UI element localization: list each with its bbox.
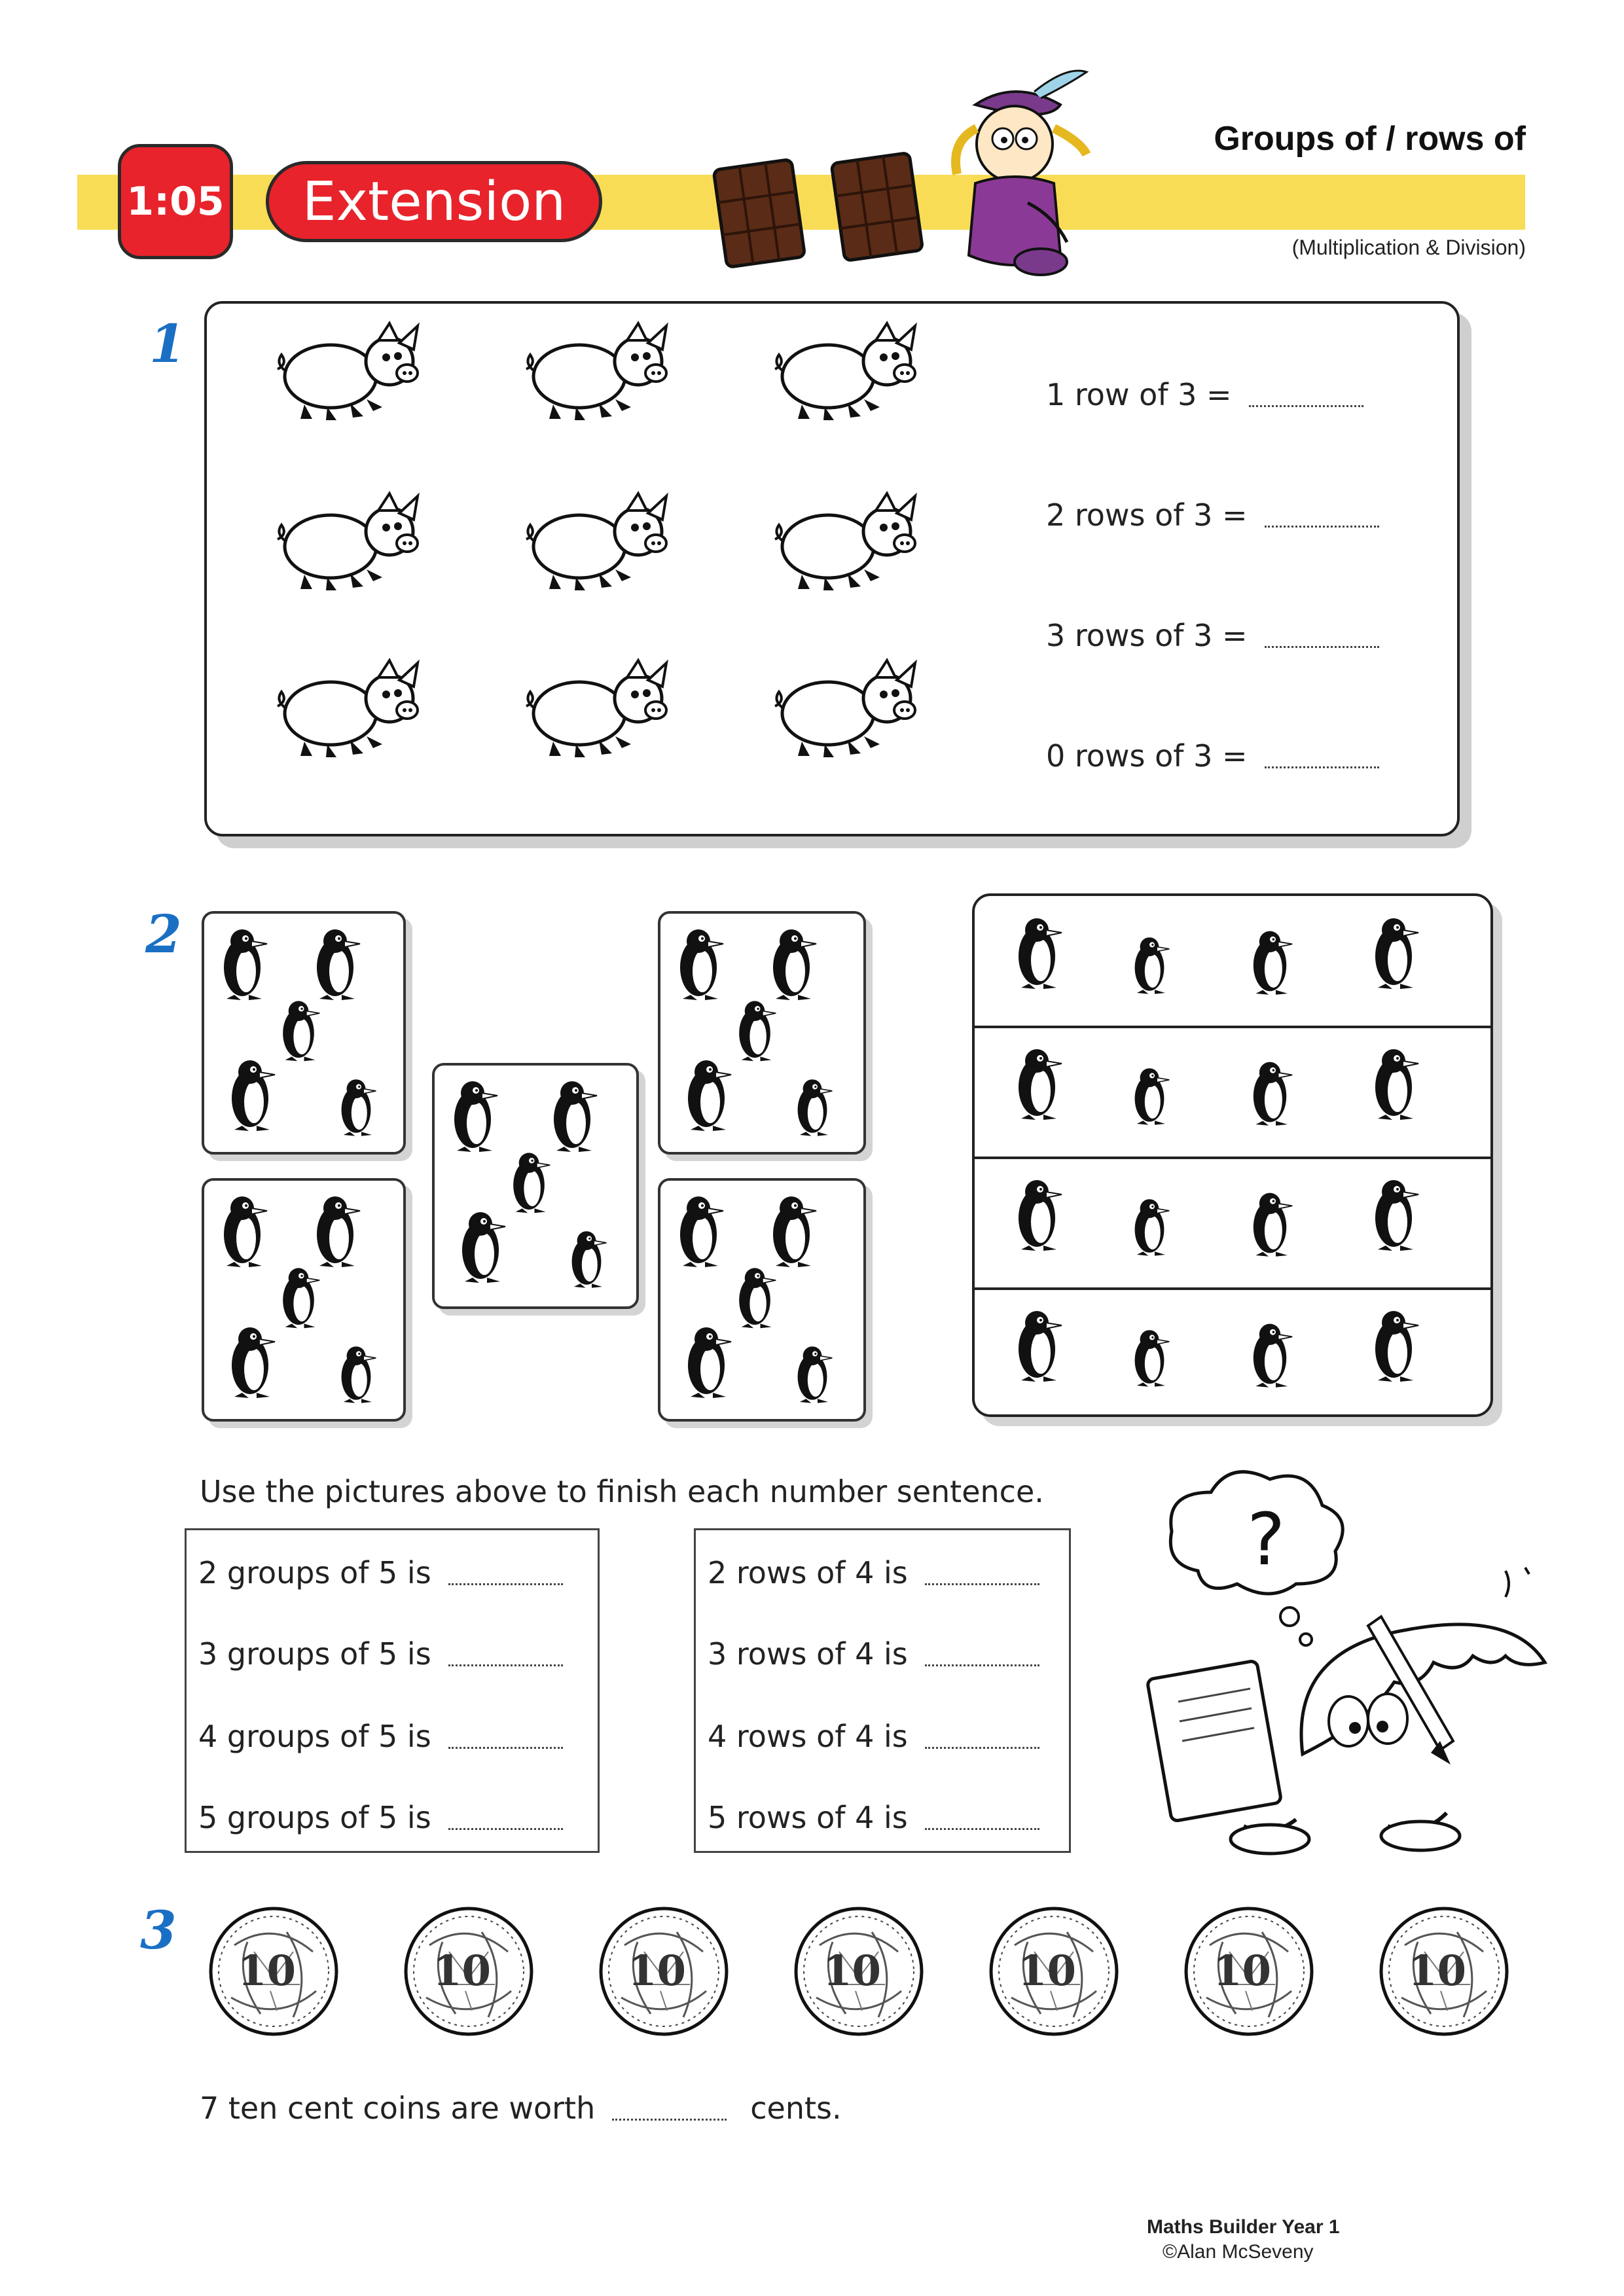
answer-blank[interactable] <box>925 1746 1039 1749</box>
penguin-icon <box>342 1346 376 1403</box>
penguin-icon <box>798 1346 833 1403</box>
chocolate-bar-icon <box>700 144 936 275</box>
rows-sentence: 3 rows of 4 is <box>708 1636 1039 1672</box>
answer-blank[interactable] <box>612 2118 727 2121</box>
penguin-icon <box>1019 1180 1062 1251</box>
penguin-icon <box>317 929 360 1000</box>
penguin-group-card <box>202 1178 406 1422</box>
penguin-group-card <box>432 1063 639 1309</box>
penguin-icon <box>224 929 267 1000</box>
pig-icon <box>775 493 915 590</box>
penguin-icon <box>1135 937 1170 994</box>
penguin-icon <box>1019 918 1062 989</box>
pig-icon <box>775 323 915 420</box>
lesson-code-badge: 1:05 <box>118 144 233 259</box>
penguin-icon <box>283 1001 319 1061</box>
penguin-icon <box>1019 1311 1062 1382</box>
question-number-1: 1 <box>149 313 186 374</box>
page-title: Groups of / rows of <box>1214 120 1526 158</box>
footer-copyright: ©Alan McSeveny <box>1163 2241 1314 2263</box>
penguin-icon <box>739 1268 776 1328</box>
q1-equation-3: 3 rows of 3 = <box>1046 618 1379 653</box>
ten-cent-coin-icon: 10 <box>988 1906 1119 2039</box>
question-number-2: 2 <box>145 903 182 965</box>
rows-sentences-box <box>694 1528 1071 1853</box>
answer-blank[interactable] <box>925 1583 1039 1585</box>
penguin-icon <box>462 1212 505 1283</box>
penguin-rows-box <box>972 893 1493 1417</box>
groups-sentence: 3 groups of 5 is <box>198 1636 563 1672</box>
penguin-icon <box>1254 1193 1292 1257</box>
pig-icon <box>526 493 666 590</box>
penguin-icon <box>232 1327 275 1398</box>
penguin-icon <box>773 1196 816 1267</box>
penguin-icon <box>1254 1062 1292 1126</box>
pig-icon <box>526 323 666 420</box>
penguin-icon <box>1254 1324 1292 1388</box>
penguin-row <box>1019 1180 1418 1257</box>
penguin-icon <box>1375 918 1418 989</box>
answer-blank[interactable] <box>1249 404 1363 407</box>
groups-sentence: 5 groups of 5 is <box>198 1800 563 1835</box>
penguin-group-card <box>658 911 866 1155</box>
penguin-icon <box>1019 1049 1062 1120</box>
penguin-row <box>1019 1311 1418 1388</box>
q1-equation-2: 2 rows of 3 = <box>1046 497 1379 533</box>
rows-sentence: 4 rows of 4 is <box>708 1719 1039 1754</box>
answer-blank[interactable] <box>448 1583 563 1585</box>
groups-sentence: 2 groups of 5 is <box>198 1555 563 1590</box>
page-subtitle: (Multiplication & Division) <box>1291 236 1526 259</box>
penguin-icon <box>317 1196 360 1267</box>
q1-equation-4: 0 rows of 3 = <box>1046 738 1379 774</box>
penguin-icon <box>1135 1068 1170 1124</box>
penguin-icon <box>454 1081 497 1152</box>
coin-row <box>208 1906 1524 2043</box>
penguin-icon <box>739 1001 776 1061</box>
q1-equation-1: 1 row of 3 = <box>1046 377 1363 412</box>
ten-cent-coin-icon: 10 <box>1379 1906 1509 2039</box>
penguin-icon <box>680 1196 723 1267</box>
thinking-character-icon <box>1139 1460 1545 1865</box>
question-number-3: 3 <box>140 1899 177 1961</box>
penguin-icon <box>773 929 816 1000</box>
ten-cent-coin-icon: 10 <box>1183 1906 1314 2039</box>
pig-icon <box>775 660 915 757</box>
penguin-icon <box>342 1079 376 1136</box>
penguin-icon <box>513 1153 550 1213</box>
rows-sentence: 2 rows of 4 is <box>708 1555 1039 1590</box>
answer-blank[interactable] <box>1265 645 1379 648</box>
pig-icon <box>278 323 418 420</box>
answer-blank[interactable] <box>925 1827 1039 1830</box>
thought-question-mark: ? <box>1247 1498 1286 1581</box>
ten-cent-coin-icon: 10 <box>598 1906 729 2039</box>
answer-blank[interactable] <box>448 1664 563 1666</box>
penguin-icon <box>1135 1199 1170 1255</box>
penguin-icon <box>798 1079 833 1136</box>
answer-blank[interactable] <box>448 1827 563 1830</box>
q3-sentence: 7 ten cent coins are worth cents. <box>200 2090 842 2126</box>
footer-book-title: Maths Builder Year 1 <box>1147 2216 1340 2238</box>
penguin-icon <box>1375 1180 1418 1251</box>
penguin-group-card <box>658 1178 866 1422</box>
answer-blank[interactable] <box>925 1664 1039 1666</box>
penguin-row <box>1019 1049 1418 1126</box>
q2-instruction: Use the pictures above to finish each number sentence. <box>200 1474 1044 1509</box>
ten-cent-coin-icon: 10 <box>403 1906 534 2039</box>
penguin-icon <box>680 929 723 1000</box>
penguin-icon <box>688 1060 731 1131</box>
answer-blank[interactable] <box>1265 525 1379 528</box>
penguin-icon <box>1375 1049 1418 1120</box>
pig-icon <box>526 660 666 757</box>
penguin-icon <box>572 1231 607 1287</box>
ten-cent-coin-icon: 10 <box>793 1906 924 2039</box>
penguin-icon <box>283 1268 319 1328</box>
pig-icon <box>278 660 418 757</box>
pig-grid <box>268 314 995 812</box>
penguin-icon <box>554 1081 597 1152</box>
extension-tag: Extension <box>266 161 602 242</box>
answer-blank[interactable] <box>448 1746 563 1749</box>
penguin-icon <box>688 1327 731 1398</box>
penguin-icon <box>1375 1311 1418 1382</box>
groups-sentences-box <box>185 1528 600 1853</box>
penguin-icon <box>232 1060 275 1131</box>
penguin-icon <box>224 1196 267 1267</box>
penguin-icon <box>1254 931 1292 995</box>
penguin-icon <box>1135 1330 1170 1386</box>
pig-icon <box>278 493 418 590</box>
cartoon-girl-icon <box>929 65 1100 288</box>
answer-blank[interactable] <box>1265 766 1379 768</box>
penguin-row <box>1019 918 1418 995</box>
penguin-group-card <box>202 911 406 1155</box>
rows-sentence: 5 rows of 4 is <box>708 1800 1039 1835</box>
groups-sentence: 4 groups of 5 is <box>198 1719 563 1754</box>
ten-cent-coin-icon: 10 <box>208 1906 339 2039</box>
